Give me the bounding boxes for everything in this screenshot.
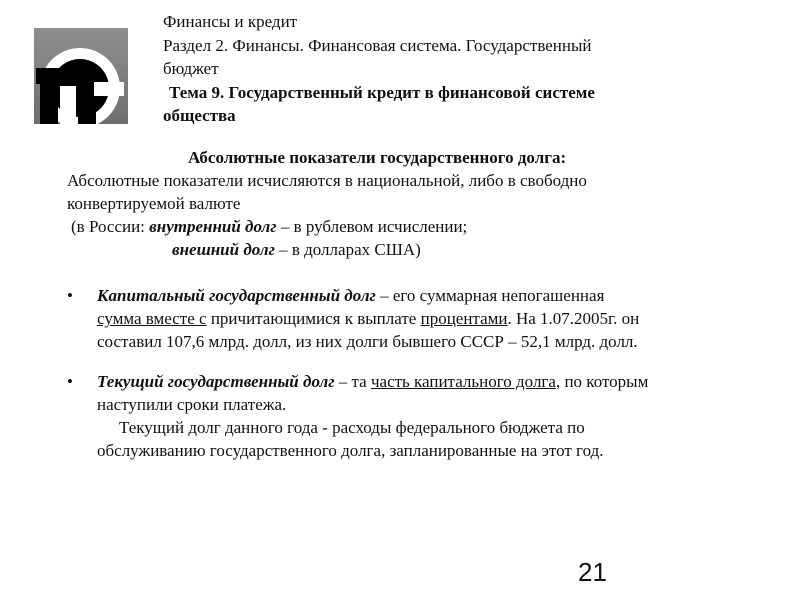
capital-after-term: – его суммарная непогашенная — [375, 286, 605, 305]
capital-debt-term: Капитальный государственный долг — [97, 286, 376, 305]
current-underline: часть капитального долга — [370, 372, 556, 391]
russia-external-line — [67, 238, 767, 261]
subtitle: Абсолютные показатели государственного долга: — [188, 148, 567, 167]
section-title: Раздел 2. Финансы. Финансовая система. Государственный — [163, 35, 592, 55]
section-title-cont: бюджет — [163, 59, 219, 78]
topic-title-cont: общества — [163, 106, 236, 125]
external-debt-term: внешний долг — [172, 240, 275, 259]
topic-title: Тема 9. Государственный кредит в финансовой системе — [169, 82, 595, 102]
bullet-capital-text — [97, 284, 777, 353]
external-debt-desc: – в долларах США) — [274, 240, 421, 259]
logo-pg-icon — [34, 28, 128, 124]
page-number: 21 — [578, 557, 607, 587]
russia-open: (в России: — [71, 217, 150, 236]
slide-body — [67, 146, 767, 460]
capital-underline-1: сумма вместе с — [97, 309, 207, 328]
russia-internal-line — [67, 215, 767, 238]
course-title: Финансы и кредит — [163, 12, 298, 31]
current-line-2: наступили сроки платежа. — [97, 395, 287, 414]
capital-end: . На 1.07.2005г. он — [507, 309, 640, 328]
internal-debt-desc: – в рублевом исчислении; — [276, 217, 468, 236]
capital-underline-2: процентами — [420, 309, 508, 328]
slide-header — [163, 10, 763, 128]
capital-mid: причитающимися к выплате — [206, 309, 421, 328]
bullet-dot: • — [67, 372, 73, 391]
current-after-term: – та — [334, 372, 371, 391]
current-para-line-2: обслуживанию государственного долга, запланированные на этот год. — [97, 441, 604, 460]
bullet-dot: • — [67, 286, 73, 305]
capital-line-3: составил 107,6 млрд. долл, из них долги бывшего СССР – 52,1 млрд. долл. — [97, 332, 638, 351]
bullet-current-text — [97, 370, 777, 462]
intro-line-1: Абсолютные показатели исчисляются в национальной, либо в свободно — [67, 171, 587, 190]
current-end: , по которым — [555, 372, 649, 391]
logo — [34, 28, 128, 124]
current-debt-term: Текущий государственный долг — [97, 372, 335, 391]
internal-debt-term: внутренний долг — [149, 217, 277, 236]
current-para-line-1: Текущий долг данного года - расходы федерального бюджета по — [119, 418, 585, 437]
intro-line-2: конвертируемой валюте — [67, 194, 241, 213]
